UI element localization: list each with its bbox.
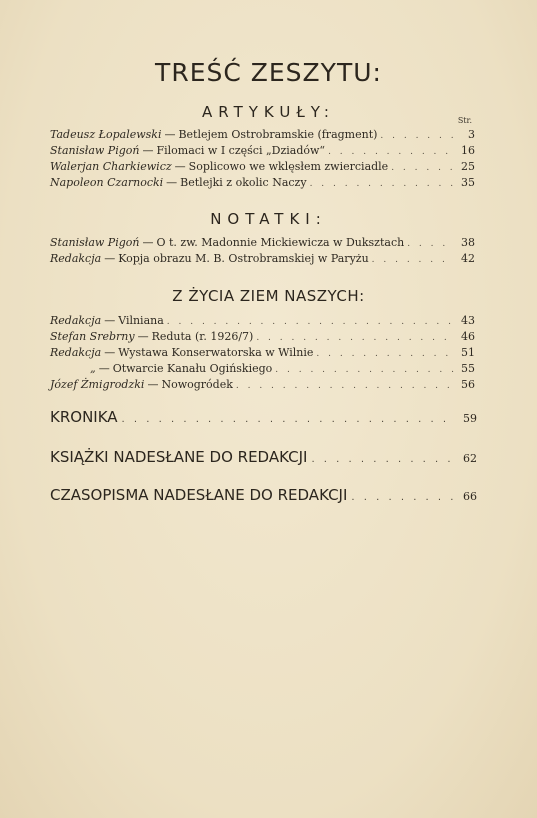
dot-leader [380,131,454,141]
dash-separator: — [98,362,110,375]
dash-separator: — [166,176,178,189]
dot-leader [275,365,454,375]
dash-separator: — [174,160,186,173]
entry-title: O t. zw. Madonnie Mickiewicza w Duksztach [156,236,405,249]
toc-entry [50,346,475,360]
entry-title: Betlejki z okolic Naczy [180,176,307,189]
toc-entry [50,128,475,142]
entry-page: 55 [461,362,475,375]
entry-author: Walerjan Charkiewicz [50,160,172,173]
entry-author: Stefan Srebrny [50,330,135,343]
dot-leader [256,333,454,343]
dash-separator: — [104,346,116,359]
page-column-label: Str. [457,116,472,125]
dash-separator: — [137,330,149,343]
toc-entry [50,160,475,174]
entry-label: KRONIKA [50,408,118,426]
entry-page: 42 [461,252,475,265]
entry-title: Otwarcie Kanału Ogińskiego [112,362,273,375]
entry-title: Filomaci w I części „Dziadów“ [156,144,326,157]
entry-page: 3 [468,128,475,141]
entry-page: 51 [461,346,475,359]
dot-leader [167,317,454,327]
entry-page: 46 [461,330,475,343]
entry-author: Stanisław Pigoń [50,144,140,157]
dash-separator: — [104,252,116,265]
entry-label: KSIĄŻKI NADESŁANE DO REDAKCJI [50,448,308,466]
toc-entry-czasopisma [50,486,477,506]
dash-separator: — [142,144,154,157]
toc-entry-ksiazki [50,448,477,468]
dot-leader [311,454,455,465]
dot-leader [236,381,454,391]
entry-title: Wystawa Konserwatorska w Wilnie [118,346,314,359]
entry-page: 25 [461,160,475,173]
entry-author: Józef Żmigrodzki [50,378,145,391]
section-heading-zycia: Z ŻYCIA ZIEM NASZYCH: [172,287,365,305]
entry-author: Stanisław Pigoń [50,236,140,249]
toc-entry [50,236,475,250]
entry-page: 66 [463,490,477,503]
dot-leader [407,239,454,249]
dot-leader [328,147,454,157]
section-heading-artykuly: ARTYKUŁY: [202,103,335,121]
entry-author: Napoleon Czarnocki [50,176,164,189]
entry-title: Reduta (r. 1926/7) [151,330,254,343]
section-heading-notatki: NOTATKI: [210,210,327,228]
entry-title: Soplicowo we wklęsłem zwierciadle [188,160,389,173]
toc-entry [50,362,475,376]
toc-entry-kronika [50,408,477,428]
entry-page: 62 [463,452,477,465]
dot-leader [391,163,454,173]
entry-page: 16 [461,144,475,157]
entry-title: Nowogródek [161,378,233,391]
dot-leader [122,414,455,425]
entry-page: 35 [461,176,475,189]
toc-entry [50,176,475,190]
entry-page: 56 [461,378,475,391]
entry-title: Kopja obrazu M. B. Ostrobramskiej w Paryżu [118,252,369,265]
toc-entry [50,252,475,266]
dot-leader [310,179,454,189]
entry-page: 59 [463,412,477,425]
dash-separator: — [164,128,176,141]
toc-entry [50,330,475,344]
entry-author: „ [90,362,96,375]
entry-author: Redakcja [50,346,102,359]
entry-author: Tadeusz Łopalewski [50,128,162,141]
entry-label: CZASOPISMA NADESŁANE DO REDAKCJI [50,486,348,504]
dash-separator: — [104,314,116,327]
dash-separator: — [142,236,154,249]
toc-entry [50,378,475,392]
dot-leader [372,255,454,265]
entry-author: Redakcja [50,252,102,265]
toc-entry [50,314,475,328]
entry-author: Redakcja [50,314,102,327]
entry-page: 38 [461,236,475,249]
entry-title: Betlejem Ostrobramskie (fragment) [178,128,378,141]
dot-leader [316,349,454,359]
dash-separator: — [147,378,159,391]
toc-entry [50,144,475,158]
entry-page: 43 [461,314,475,327]
dot-leader [351,492,455,503]
entry-title: Vilniana [118,314,164,327]
page-title: TREŚĆ ZESZYTU: [155,58,382,87]
